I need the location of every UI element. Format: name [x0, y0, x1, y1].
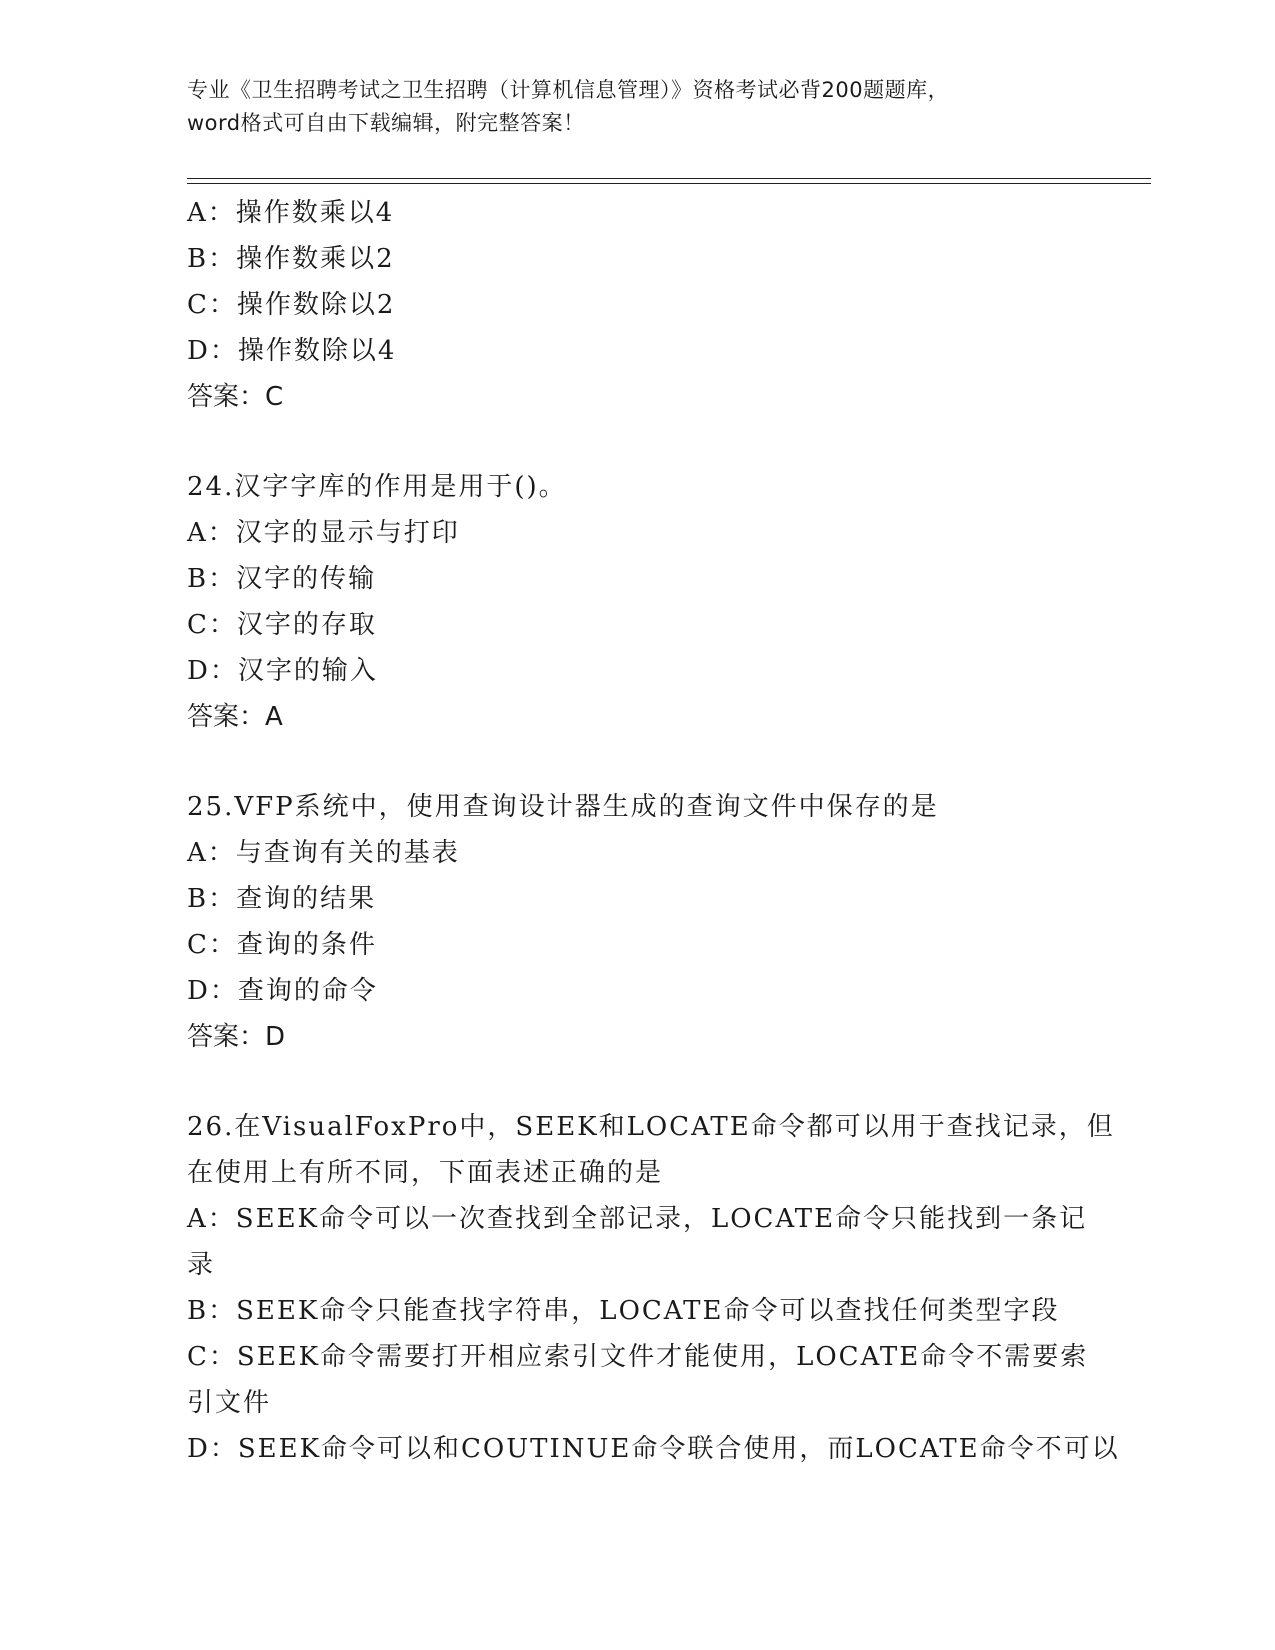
option-c-line-2: 引文件 [187, 1388, 272, 1418]
option-b: B：汉字的传输 [187, 564, 377, 594]
spacer [187, 420, 1087, 464]
spacer [187, 1060, 1087, 1104]
header-divider-bottom [187, 183, 1151, 184]
spacer [187, 740, 1087, 784]
option-a-line-2: 录 [187, 1250, 216, 1280]
option-a: A：与查询有关的基表 [187, 838, 460, 868]
question-26 [187, 1104, 1120, 1472]
answer: 答案：D [187, 1022, 286, 1052]
option-c: C：查询的条件 [187, 930, 377, 960]
question-text: 25.VFP系统中，使用查询设计器生成的查询文件中保存的是 [187, 792, 939, 822]
option-d: D：SEEK命令可以和COUTINUE命令联合使用，而LOCATE命令不可以 [187, 1434, 1120, 1464]
option-c-line-1: C：SEEK命令需要打开相应索引文件才能使用，LOCATE命令不需要索 [187, 1342, 1089, 1372]
option-c: C：操作数除以2 [187, 290, 396, 320]
answer: 答案：A [187, 702, 283, 732]
option-d: D：操作数除以4 [187, 336, 397, 366]
header-line-2: word格式可自由下载编辑，附完整答案！ [187, 111, 585, 135]
option-d: D：查询的命令 [187, 976, 378, 1006]
option-c: C：汉字的存取 [187, 610, 377, 640]
option-a: A：汉字的显示与打印 [187, 518, 460, 548]
option-b: B：SEEK命令只能查找字符串，LOCATE命令可以查找任何类型字段 [187, 1296, 1060, 1326]
document-header [187, 74, 1087, 140]
option-b: B：查询的结果 [187, 884, 377, 914]
question-24 [187, 464, 1087, 740]
header-divider-top [187, 178, 1151, 179]
question-list [187, 190, 1120, 1472]
answer: 答案：C [187, 382, 284, 412]
option-d: D：汉字的输入 [187, 656, 378, 686]
option-a-line-1: A：SEEK命令可以一次查找到全部记录，LOCATE命令只能找到一条记 [187, 1204, 1088, 1234]
question-text-line-1: 26.在VisualFoxPro中，SEEK和LOCATE命令都可以用于查找记录，但 [187, 1112, 1115, 1142]
header-line-1: 专业《卫生招聘考试之卫生招聘（计算机信息管理）》资格考试必背200题题库， [187, 78, 950, 102]
question-23 [187, 190, 1087, 420]
option-a: A：操作数乘以4 [187, 198, 395, 228]
question-text-line-2: 在使用上有所不同，下面表述正确的是 [187, 1158, 664, 1188]
question-text: 24.汉字字库的作用是用于()。 [187, 472, 567, 502]
question-25 [187, 784, 1087, 1060]
option-b: B：操作数乘以2 [187, 244, 395, 274]
